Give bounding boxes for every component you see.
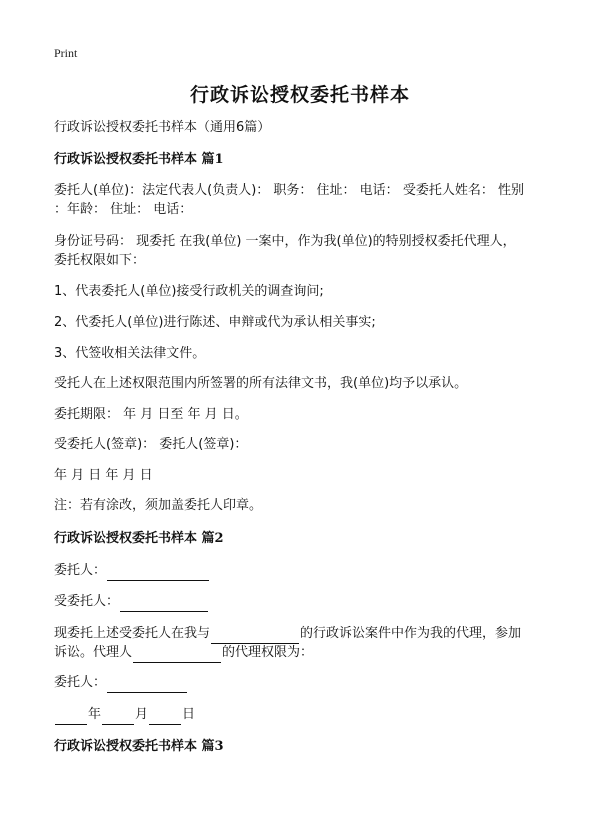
month-blank: [102, 710, 134, 725]
section2-body-line1: [54, 624, 554, 644]
section3-heading: 行政诉讼授权委托书样本 篇3: [54, 739, 224, 754]
body-line2-part2: 的代理权限为：: [222, 645, 314, 660]
section1-period: 委托期限： 年 月 日至 年 月 日。: [54, 407, 248, 422]
section1-paragraph1-line2: ：年龄： 住址： 电话：: [54, 202, 193, 217]
section2-principal-row-2: [54, 673, 554, 693]
principal-blank: [107, 566, 209, 581]
opponent-blank: [211, 629, 299, 644]
section2-principal-row: [54, 561, 554, 581]
section1-paragraph2-line1: 身份证号码： 现委托 在我(单位) 一案中，作为我(单位)的特别授权委托代理人，: [54, 234, 516, 249]
section1-note: 注：若有涂改，须加盖委托人印章。: [54, 498, 263, 513]
agent-blank: [120, 597, 208, 612]
print-link[interactable]: Print: [54, 46, 78, 60]
section2-heading: 行政诉讼授权委托书样本 篇2: [54, 531, 224, 546]
section1-paragraph2-line2: 委托权限如下：: [54, 253, 146, 268]
section1-list-item-2: 2、代委托人(单位)进行陈述、申辩或代为承认相关事实;: [54, 315, 376, 330]
section2-date-row: [54, 705, 554, 725]
year-label: 年: [88, 707, 102, 722]
section1-list-item-1: 1、代表委托人(单位)接受行政机关的调查询问;: [54, 284, 324, 299]
day-label: 日: [182, 707, 196, 722]
principal-blank-2: [107, 678, 187, 693]
authority-blank: [133, 648, 221, 663]
section1-list-item-3: 3、代签收相关法律文件。: [54, 346, 206, 361]
page-title: 行政诉讼授权委托书样本: [189, 84, 410, 106]
principal-label-2: 委托人：: [54, 675, 107, 690]
document-subtitle: 行政诉讼授权委托书样本（通用6篇）: [54, 120, 271, 135]
section2-agent-row: [54, 592, 554, 612]
section2-body-line2: [54, 643, 554, 663]
body-text-part2: 的行政诉讼案件中作为我的代理，参加: [300, 626, 522, 641]
body-text-part1: 现委托上述受委托人在我与: [54, 626, 211, 641]
section1-dates: 年 月 日 年 月 日: [54, 468, 153, 483]
section1-paragraph1-line1: 委托人(单位)：法定代表人(负责人)： 职务： 住址： 电话： 受委托人姓名： 性别: [54, 183, 524, 198]
principal-label: 委托人：: [54, 563, 107, 578]
section1-paragraph3: 受托人在上述权限范围内所签署的所有法律文书，我(单位)均予以承认。: [54, 376, 468, 391]
body-line2-part1: 诉讼。代理人: [54, 645, 133, 660]
day-blank: [149, 710, 181, 725]
section1-heading: 行政诉讼授权委托书样本 篇1: [54, 152, 224, 167]
agent-label: 受委托人：: [54, 594, 120, 609]
year-blank: [55, 710, 87, 725]
section1-signatures: 受委托人(签章)： 委托人(签章)：: [54, 437, 248, 452]
month-label: 月: [135, 707, 149, 722]
